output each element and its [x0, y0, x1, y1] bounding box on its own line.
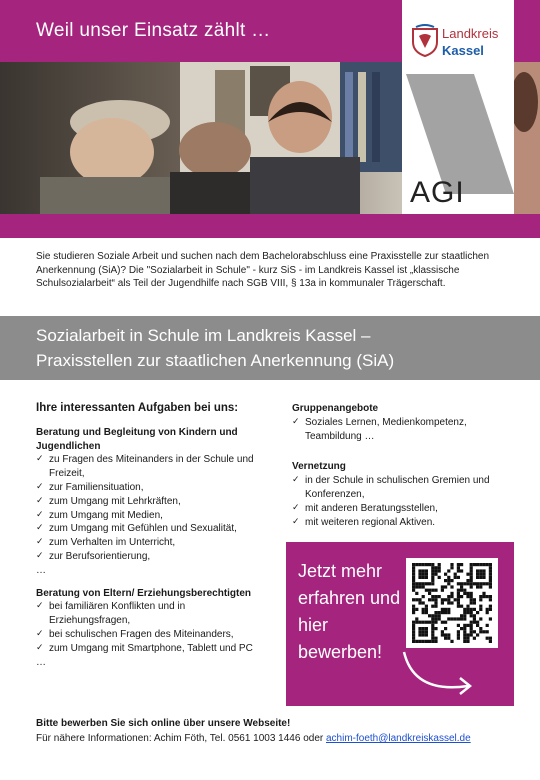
tasks-left-column	[36, 402, 268, 669]
email-link[interactable]: achim-foeth@landkreiskassel.de	[326, 733, 471, 744]
list-item: ✓ in der Schule in schulischen Gremien und Konferenzen,	[292, 474, 514, 502]
list-item: ✓ zum Verhalten im Unterricht,	[36, 536, 268, 550]
footer-apply-text: Bitte bewerben Sie sich online über unsere Webseite!	[36, 718, 291, 729]
list-item: ✓ zum Umgang mit Lehrkräften,	[36, 495, 268, 509]
logo-line2: Kassel	[442, 43, 484, 58]
more-ellipsis: …	[36, 564, 46, 576]
landkreis-logo	[402, 0, 514, 74]
photo-side-strip	[514, 62, 540, 214]
cta-box	[286, 542, 514, 706]
list-item: ✓ bei familiären Konflikten und in Erziehungsfragen,	[36, 600, 268, 628]
title-line2: Praxisstellen zur staatlichen Anerkennung (SiA)	[36, 351, 395, 370]
footer	[36, 716, 471, 746]
list-item: ✓ zum Umgang mit Gefühlen und Sexualität,	[36, 522, 268, 536]
coat-of-arms-icon	[410, 24, 440, 58]
list-item: ✓ mit weiteren regional Aktiven.	[292, 516, 514, 530]
title-line1: Sozialarbeit in Schule im Landkreis Kassel –	[36, 326, 371, 345]
tasks-right-column	[292, 402, 514, 529]
logo-line1: Landkreis	[442, 26, 499, 41]
task-list	[292, 474, 514, 529]
intro-text: Sie studieren Soziale Arbeit und suchen nach dem Bachelorabschluss eine Praxisstelle zur staatlichen Anerkennung (SiA)? Die "Sozialarbeit in Schule" - kurz SiS - im Landkreis Kassel ist „klassische Schulsozialarbeit“ als Teil der Jugendhilfe nach SGB VIII, § 13a in kommunaler Trägerschaft.	[36, 251, 490, 289]
cta-text: Jetzt mehr erfahren und hier bewerben!	[298, 561, 401, 662]
list-item: ✓ Soziales Lernen, Medienkompetenz, Teambildung …	[292, 416, 514, 444]
section-heading: Beratung und Begleitung von Kindern und Jugendlichen	[36, 426, 238, 452]
list-item: ✓ zur Familiensituation,	[36, 481, 268, 495]
section-heading: Beratung von Eltern/ Erziehungsberechtigten	[36, 587, 252, 599]
tasks-title: Ihre interessanten Aufgaben bei uns:	[36, 402, 239, 414]
task-list	[36, 453, 268, 563]
contact-text: Für nähere Informationen: Achim Föth, Tel. 0561 1003 1446 oder	[36, 733, 326, 744]
qr-code[interactable]	[406, 558, 498, 648]
task-list	[36, 600, 268, 655]
footer-contact	[36, 731, 471, 746]
section-heading: Gruppenangebote	[292, 403, 379, 414]
team-photo	[0, 62, 402, 214]
task-list	[292, 416, 514, 444]
header-bottom-band	[0, 214, 540, 238]
agi-logo: AGI	[410, 176, 465, 209]
list-item: ✓ zu Fragen des Miteinanders in der Schule und Freizeit,	[36, 453, 268, 481]
section-heading: Vernetzung	[292, 461, 346, 473]
headline: Weil unser Einsatz zählt …	[36, 20, 271, 41]
list-item: ✓ zur Berufsorientierung,	[36, 550, 268, 564]
more-ellipsis: …	[36, 656, 46, 668]
curved-arrow-icon	[396, 642, 506, 700]
list-item: ✓ zum Umgang mit Medien,	[36, 509, 268, 523]
list-item: ✓ mit anderen Beratungsstellen,	[292, 502, 514, 516]
list-item: ✓ bei schulischen Fragen des Miteinanders,	[36, 628, 268, 642]
list-item: ✓ zum Umgang mit Smartphone, Tablett und PC	[36, 642, 268, 656]
